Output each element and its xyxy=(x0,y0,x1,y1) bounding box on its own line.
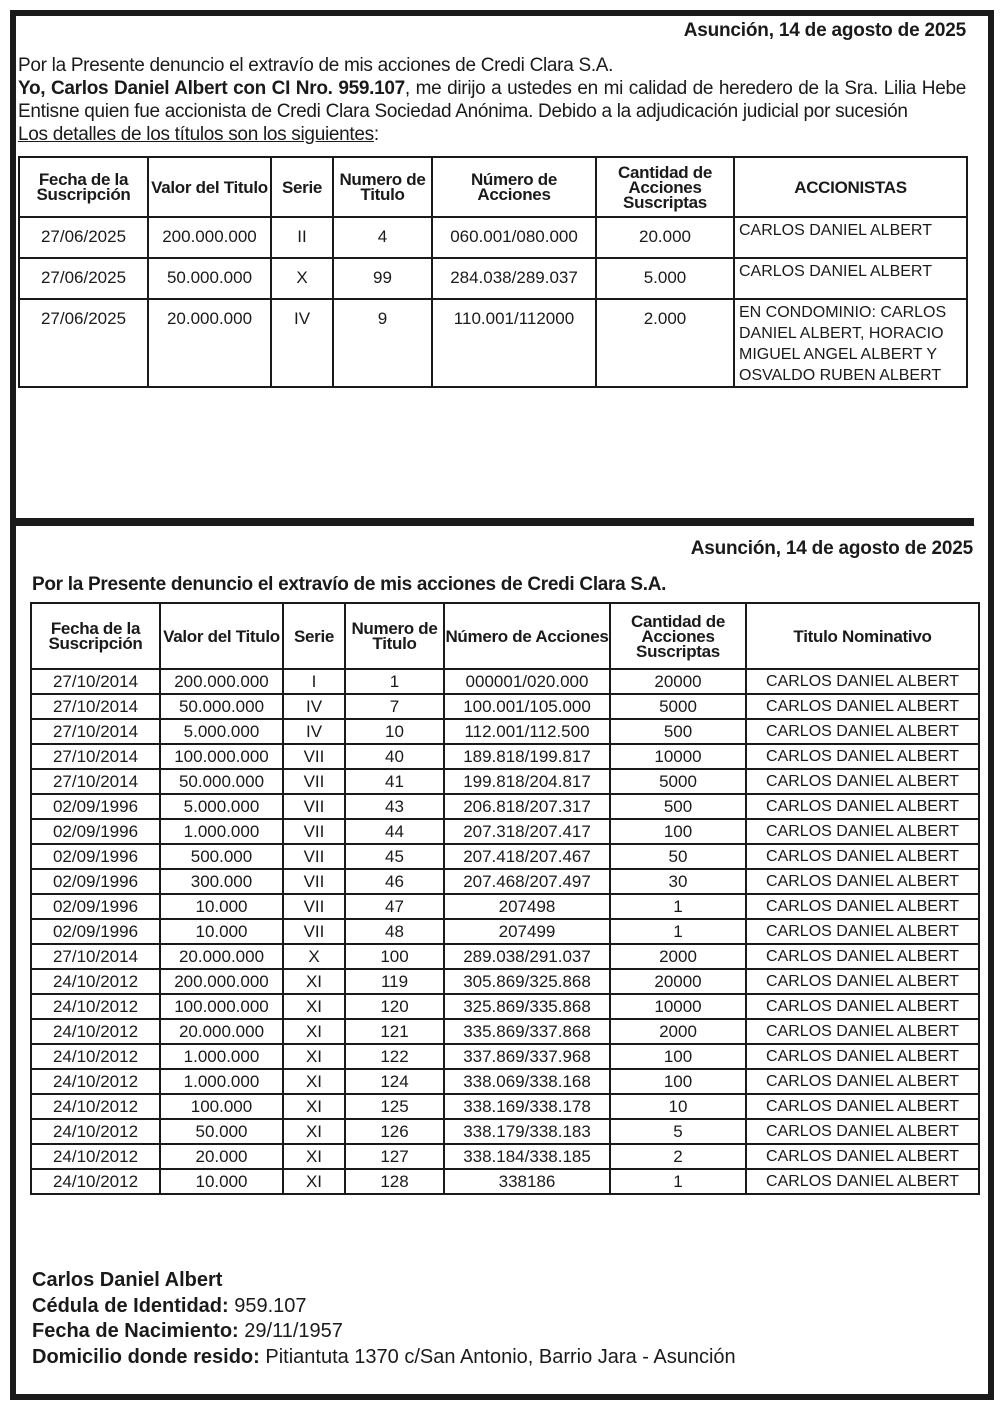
column-header: Serie xyxy=(283,603,345,669)
dob-line xyxy=(32,1319,736,1345)
cell-serie: XI xyxy=(283,969,345,994)
column-header: Número de Acciones xyxy=(444,603,610,669)
cell-numero: 47 xyxy=(345,894,444,919)
cell-serie: IV xyxy=(271,299,333,387)
cell-valor: 20.000.000 xyxy=(148,299,271,387)
cell-valor: 50.000.000 xyxy=(160,769,283,794)
table-row xyxy=(31,694,979,719)
cell-numero: 48 xyxy=(345,919,444,944)
cell-acciones: 199.818/204.817 xyxy=(444,769,610,794)
cell-acciones: 338.184/338.185 xyxy=(444,1144,610,1169)
cell-acciones: 338.169/338.178 xyxy=(444,1094,610,1119)
cell-cantidad: 500 xyxy=(610,794,746,819)
cell-valor: 10.000 xyxy=(160,919,283,944)
table-row xyxy=(31,1169,979,1194)
cell-acciones: 335.869/337.868 xyxy=(444,1019,610,1044)
cell-fecha: 02/09/1996 xyxy=(31,919,160,944)
cell-fecha: 02/09/1996 xyxy=(31,844,160,869)
cell-cantidad: 2 xyxy=(610,1144,746,1169)
cell-cantidad: 30 xyxy=(610,869,746,894)
cell-titular: CARLOS DANIEL ALBERT xyxy=(746,1144,979,1169)
table-row xyxy=(31,919,979,944)
cell-numero: 121 xyxy=(345,1019,444,1044)
cell-valor: 100.000 xyxy=(160,1094,283,1119)
column-header: Fecha de la Suscripción xyxy=(19,157,148,217)
cell-acciones: 207.318/207.417 xyxy=(444,819,610,844)
cell-serie: IV xyxy=(283,719,345,744)
table-row xyxy=(19,258,967,299)
table-header-row xyxy=(31,603,979,669)
table-row xyxy=(31,769,979,794)
cell-valor: 200.000.000 xyxy=(160,969,283,994)
cell-valor: 10.000 xyxy=(160,1169,283,1194)
cell-fecha: 27/10/2014 xyxy=(31,694,160,719)
cell-serie: VII xyxy=(283,919,345,944)
table-row xyxy=(31,1069,979,1094)
dob-label: Fecha de Nacimiento: xyxy=(32,1320,239,1342)
cell-acciones: 338.179/338.183 xyxy=(444,1119,610,1144)
cell-valor: 20.000.000 xyxy=(160,1019,283,1044)
cell-serie: VII xyxy=(283,769,345,794)
cell-cantidad: 10000 xyxy=(610,994,746,1019)
cell-cantidad: 500 xyxy=(610,719,746,744)
column-header: Valor del Titulo xyxy=(148,157,271,217)
intro-bold: Yo, Carlos Daniel Albert con CI Nro. 959.107 xyxy=(18,78,405,99)
cell-fecha: 24/10/2012 xyxy=(31,994,160,1019)
intro-paragraph xyxy=(18,77,966,123)
intro-rest: , me dirijo a ustedes en mi calidad de heredero de la Sra. Lilia Hebe Entisne quien fue accionista de Credi Clara Sociedad Anónima. Debido a la adjudicación judicial por sucesión xyxy=(18,78,966,122)
notice-intro xyxy=(18,54,966,146)
cell-cantidad: 20000 xyxy=(610,969,746,994)
cell-fecha: 24/10/2012 xyxy=(31,969,160,994)
intro-line-1: Por la Presente denuncio el extravío de mis acciones de Credi Clara S.A. xyxy=(18,55,614,76)
cell-acciones: 207498 xyxy=(444,894,610,919)
table-header-row xyxy=(19,157,967,217)
cell-acciones: 207.468/207.497 xyxy=(444,869,610,894)
table-row xyxy=(31,944,979,969)
cell-titular: CARLOS DANIEL ALBERT xyxy=(746,1169,979,1194)
cell-accionista: EN CONDOMINIO: CARLOS DANIEL ALBERT, HORACIO MIGUEL ANGEL ALBERT Y OSVALDO RUBEN ALBERT xyxy=(734,299,967,387)
cell-fecha: 27/06/2025 xyxy=(19,299,148,387)
column-header: Número de Acciones xyxy=(432,157,596,217)
column-header: Titulo Nominativo xyxy=(746,603,979,669)
cell-cantidad: 100 xyxy=(610,819,746,844)
cell-valor: 200.000.000 xyxy=(160,669,283,694)
cell-serie: II xyxy=(271,217,333,258)
cell-acciones: 284.038/289.037 xyxy=(432,258,596,299)
column-header: Cantidad de Acciones Suscriptas xyxy=(596,157,734,217)
cell-fecha: 27/06/2025 xyxy=(19,258,148,299)
table-row xyxy=(31,1094,979,1119)
cell-acciones: 112.001/112.500 xyxy=(444,719,610,744)
cell-cantidad: 2000 xyxy=(610,1019,746,1044)
column-header: Numero de Titulo xyxy=(333,157,432,217)
cell-acciones: 110.001/112000 xyxy=(432,299,596,387)
cell-fecha: 27/10/2014 xyxy=(31,719,160,744)
cell-titular: CARLOS DANIEL ALBERT xyxy=(746,744,979,769)
cell-cantidad: 20.000 xyxy=(596,217,734,258)
cell-cantidad: 100 xyxy=(610,1069,746,1094)
cell-cantidad: 1 xyxy=(610,894,746,919)
table-row xyxy=(31,1144,979,1169)
cell-cantidad: 5000 xyxy=(610,694,746,719)
cell-serie: XI xyxy=(283,994,345,1019)
cell-acciones: 338186 xyxy=(444,1169,610,1194)
table-row xyxy=(31,1019,979,1044)
cell-cantidad: 5 xyxy=(610,1119,746,1144)
address-label: Domicilio donde resido: xyxy=(32,1345,260,1368)
section-divider xyxy=(10,518,974,526)
ci-line xyxy=(32,1294,736,1320)
table-row xyxy=(31,744,979,769)
cell-numero: 40 xyxy=(345,744,444,769)
cell-serie: X xyxy=(271,258,333,299)
cell-titular: CARLOS DANIEL ALBERT xyxy=(746,969,979,994)
cell-serie: X xyxy=(283,944,345,969)
cell-titular: CARLOS DANIEL ALBERT xyxy=(746,894,979,919)
ci-value: 959.107 xyxy=(228,1294,307,1317)
table-row xyxy=(31,844,979,869)
cell-fecha: 24/10/2012 xyxy=(31,1069,160,1094)
table-row xyxy=(31,719,979,744)
cell-titular: CARLOS DANIEL ALBERT xyxy=(746,1044,979,1069)
details-label: Los detalles de los títulos son los siguientes xyxy=(18,124,374,145)
cell-numero: 119 xyxy=(345,969,444,994)
cell-cantidad: 5000 xyxy=(610,769,746,794)
cell-titular: CARLOS DANIEL ALBERT xyxy=(746,1119,979,1144)
cell-serie: VII xyxy=(283,894,345,919)
column-header: Valor del Titulo xyxy=(160,603,283,669)
cell-serie: VII xyxy=(283,794,345,819)
cell-acciones: 000001/020.000 xyxy=(444,669,610,694)
cell-fecha: 27/10/2014 xyxy=(31,769,160,794)
cell-serie: XI xyxy=(283,1144,345,1169)
notice-title-2: Por la Presente denuncio el extravío de mis acciones de Credi Clara S.A. xyxy=(32,574,667,595)
cell-serie: IV xyxy=(283,694,345,719)
cell-numero: 1 xyxy=(345,669,444,694)
cell-valor: 20.000 xyxy=(160,1144,283,1169)
cell-serie: XI xyxy=(283,1019,345,1044)
cell-titular: CARLOS DANIEL ALBERT xyxy=(746,869,979,894)
notice-date-2: Asunción, 14 de agosto de 2025 xyxy=(690,538,973,559)
cell-fecha: 24/10/2012 xyxy=(31,1094,160,1119)
cell-accionista: CARLOS DANIEL ALBERT xyxy=(734,217,967,258)
cell-titular: CARLOS DANIEL ALBERT xyxy=(746,794,979,819)
cell-fecha: 27/10/2014 xyxy=(31,744,160,769)
cell-acciones: 100.001/105.000 xyxy=(444,694,610,719)
column-header: Serie xyxy=(271,157,333,217)
cell-numero: 99 xyxy=(333,258,432,299)
cell-titular: CARLOS DANIEL ALBERT xyxy=(746,919,979,944)
cell-numero: 122 xyxy=(345,1044,444,1069)
cell-serie: XI xyxy=(283,1044,345,1069)
table-row xyxy=(31,794,979,819)
cell-titular: CARLOS DANIEL ALBERT xyxy=(746,994,979,1019)
column-header: ACCIONISTAS xyxy=(734,157,967,217)
cell-serie: XI xyxy=(283,1119,345,1144)
table-row xyxy=(31,1119,979,1144)
details-label-line xyxy=(18,123,966,146)
cell-numero: 44 xyxy=(345,819,444,844)
cell-numero: 7 xyxy=(345,694,444,719)
cell-serie: I xyxy=(283,669,345,694)
cell-cantidad: 20000 xyxy=(610,669,746,694)
cell-acciones: 325.869/335.868 xyxy=(444,994,610,1019)
cell-fecha: 24/10/2012 xyxy=(31,1119,160,1144)
cell-serie: XI xyxy=(283,1094,345,1119)
cell-numero: 46 xyxy=(345,869,444,894)
cell-serie: VII xyxy=(283,869,345,894)
cell-valor: 1.000.000 xyxy=(160,819,283,844)
cell-titular: CARLOS DANIEL ALBERT xyxy=(746,1019,979,1044)
cell-fecha: 24/10/2012 xyxy=(31,1044,160,1069)
table-row xyxy=(31,1044,979,1069)
table-row xyxy=(31,669,979,694)
cell-serie: VII xyxy=(283,844,345,869)
cell-cantidad: 10 xyxy=(610,1094,746,1119)
signature-block xyxy=(32,1268,736,1370)
table-row xyxy=(19,217,967,258)
cell-cantidad: 10000 xyxy=(610,744,746,769)
cell-valor: 5.000.000 xyxy=(160,719,283,744)
cell-fecha: 24/10/2012 xyxy=(31,1169,160,1194)
cell-valor: 10.000 xyxy=(160,894,283,919)
cell-acciones: 337.869/337.968 xyxy=(444,1044,610,1069)
cell-numero: 120 xyxy=(345,994,444,1019)
cell-valor: 300.000 xyxy=(160,869,283,894)
cell-fecha: 27/10/2014 xyxy=(31,669,160,694)
cell-cantidad: 5.000 xyxy=(596,258,734,299)
signer-name: Carlos Daniel Albert xyxy=(32,1269,223,1291)
cell-cantidad: 2.000 xyxy=(596,299,734,387)
cell-valor: 1.000.000 xyxy=(160,1044,283,1069)
table-row xyxy=(19,299,967,387)
notice-section-2 xyxy=(20,538,978,1195)
cell-numero: 126 xyxy=(345,1119,444,1144)
cell-fecha: 02/09/1996 xyxy=(31,894,160,919)
cell-valor: 100.000.000 xyxy=(160,994,283,1019)
cell-fecha: 27/06/2025 xyxy=(19,217,148,258)
cell-numero: 125 xyxy=(345,1094,444,1119)
cell-numero: 127 xyxy=(345,1144,444,1169)
cell-fecha: 24/10/2012 xyxy=(31,1019,160,1044)
cell-valor: 1.000.000 xyxy=(160,1069,283,1094)
cell-serie: XI xyxy=(283,1169,345,1194)
cell-numero: 9 xyxy=(333,299,432,387)
notice-date: Asunción, 14 de agosto de 2025 xyxy=(683,20,966,41)
cell-acciones: 189.818/199.817 xyxy=(444,744,610,769)
address-value: Pitiantuta 1370 c/San Antonio, Barrio Jara - Asunción xyxy=(259,1345,736,1368)
table-row xyxy=(31,894,979,919)
cell-numero: 45 xyxy=(345,844,444,869)
cell-titular: CARLOS DANIEL ALBERT xyxy=(746,819,979,844)
cell-valor: 20.000.000 xyxy=(160,944,283,969)
cell-acciones: 305.869/325.868 xyxy=(444,969,610,994)
cell-acciones: 338.069/338.168 xyxy=(444,1069,610,1094)
cell-valor: 50.000.000 xyxy=(160,694,283,719)
cell-titular: CARLOS DANIEL ALBERT xyxy=(746,1069,979,1094)
cell-titular: CARLOS DANIEL ALBERT xyxy=(746,1094,979,1119)
cell-acciones: 207.418/207.467 xyxy=(444,844,610,869)
cell-titular: CARLOS DANIEL ALBERT xyxy=(746,694,979,719)
cell-valor: 5.000.000 xyxy=(160,794,283,819)
dob-value: 29/11/1957 xyxy=(238,1320,343,1342)
cell-numero: 43 xyxy=(345,794,444,819)
cell-cantidad: 1 xyxy=(610,1169,746,1194)
cell-numero: 10 xyxy=(345,719,444,744)
cell-acciones: 206.818/207.317 xyxy=(444,794,610,819)
cell-titular: CARLOS DANIEL ALBERT xyxy=(746,769,979,794)
table-row xyxy=(31,869,979,894)
column-header: Numero de Titulo xyxy=(345,603,444,669)
cell-valor: 50.000.000 xyxy=(148,258,271,299)
column-header: Fecha de la Suscripción xyxy=(31,603,160,669)
cell-titular: CARLOS DANIEL ALBERT xyxy=(746,669,979,694)
cell-titular: CARLOS DANIEL ALBERT xyxy=(746,719,979,744)
table-row xyxy=(31,994,979,1019)
address-line xyxy=(32,1345,736,1371)
cell-valor: 200.000.000 xyxy=(148,217,271,258)
cell-numero: 124 xyxy=(345,1069,444,1094)
notice-section-1 xyxy=(18,20,966,388)
cell-acciones: 060.001/080.000 xyxy=(432,217,596,258)
cell-titular: CARLOS DANIEL ALBERT xyxy=(746,944,979,969)
cell-acciones: 207499 xyxy=(444,919,610,944)
cell-fecha: 24/10/2012 xyxy=(31,1144,160,1169)
cell-cantidad: 1 xyxy=(610,919,746,944)
table-row xyxy=(31,969,979,994)
ci-label: Cédula de Identidad: xyxy=(32,1294,229,1317)
cell-cantidad: 50 xyxy=(610,844,746,869)
shares-table-1 xyxy=(18,156,968,388)
table-row xyxy=(31,819,979,844)
cell-numero: 128 xyxy=(345,1169,444,1194)
cell-valor: 100.000.000 xyxy=(160,744,283,769)
cell-cantidad: 2000 xyxy=(610,944,746,969)
cell-fecha: 02/09/1996 xyxy=(31,794,160,819)
cell-valor: 50.000 xyxy=(160,1119,283,1144)
cell-valor: 500.000 xyxy=(160,844,283,869)
shares-table-2 xyxy=(30,602,980,1195)
cell-serie: XI xyxy=(283,1069,345,1094)
cell-titular: CARLOS DANIEL ALBERT xyxy=(746,844,979,869)
cell-accionista: CARLOS DANIEL ALBERT xyxy=(734,258,967,299)
details-colon: : xyxy=(373,124,379,145)
cell-numero: 100 xyxy=(345,944,444,969)
cell-serie: VII xyxy=(283,819,345,844)
cell-fecha: 02/09/1996 xyxy=(31,819,160,844)
cell-fecha: 27/10/2014 xyxy=(31,944,160,969)
cell-cantidad: 100 xyxy=(610,1044,746,1069)
column-header: Cantidad de Acciones Suscriptas xyxy=(610,603,746,669)
cell-fecha: 02/09/1996 xyxy=(31,869,160,894)
cell-acciones: 289.038/291.037 xyxy=(444,944,610,969)
cell-numero: 41 xyxy=(345,769,444,794)
cell-numero: 4 xyxy=(333,217,432,258)
cell-serie: VII xyxy=(283,744,345,769)
